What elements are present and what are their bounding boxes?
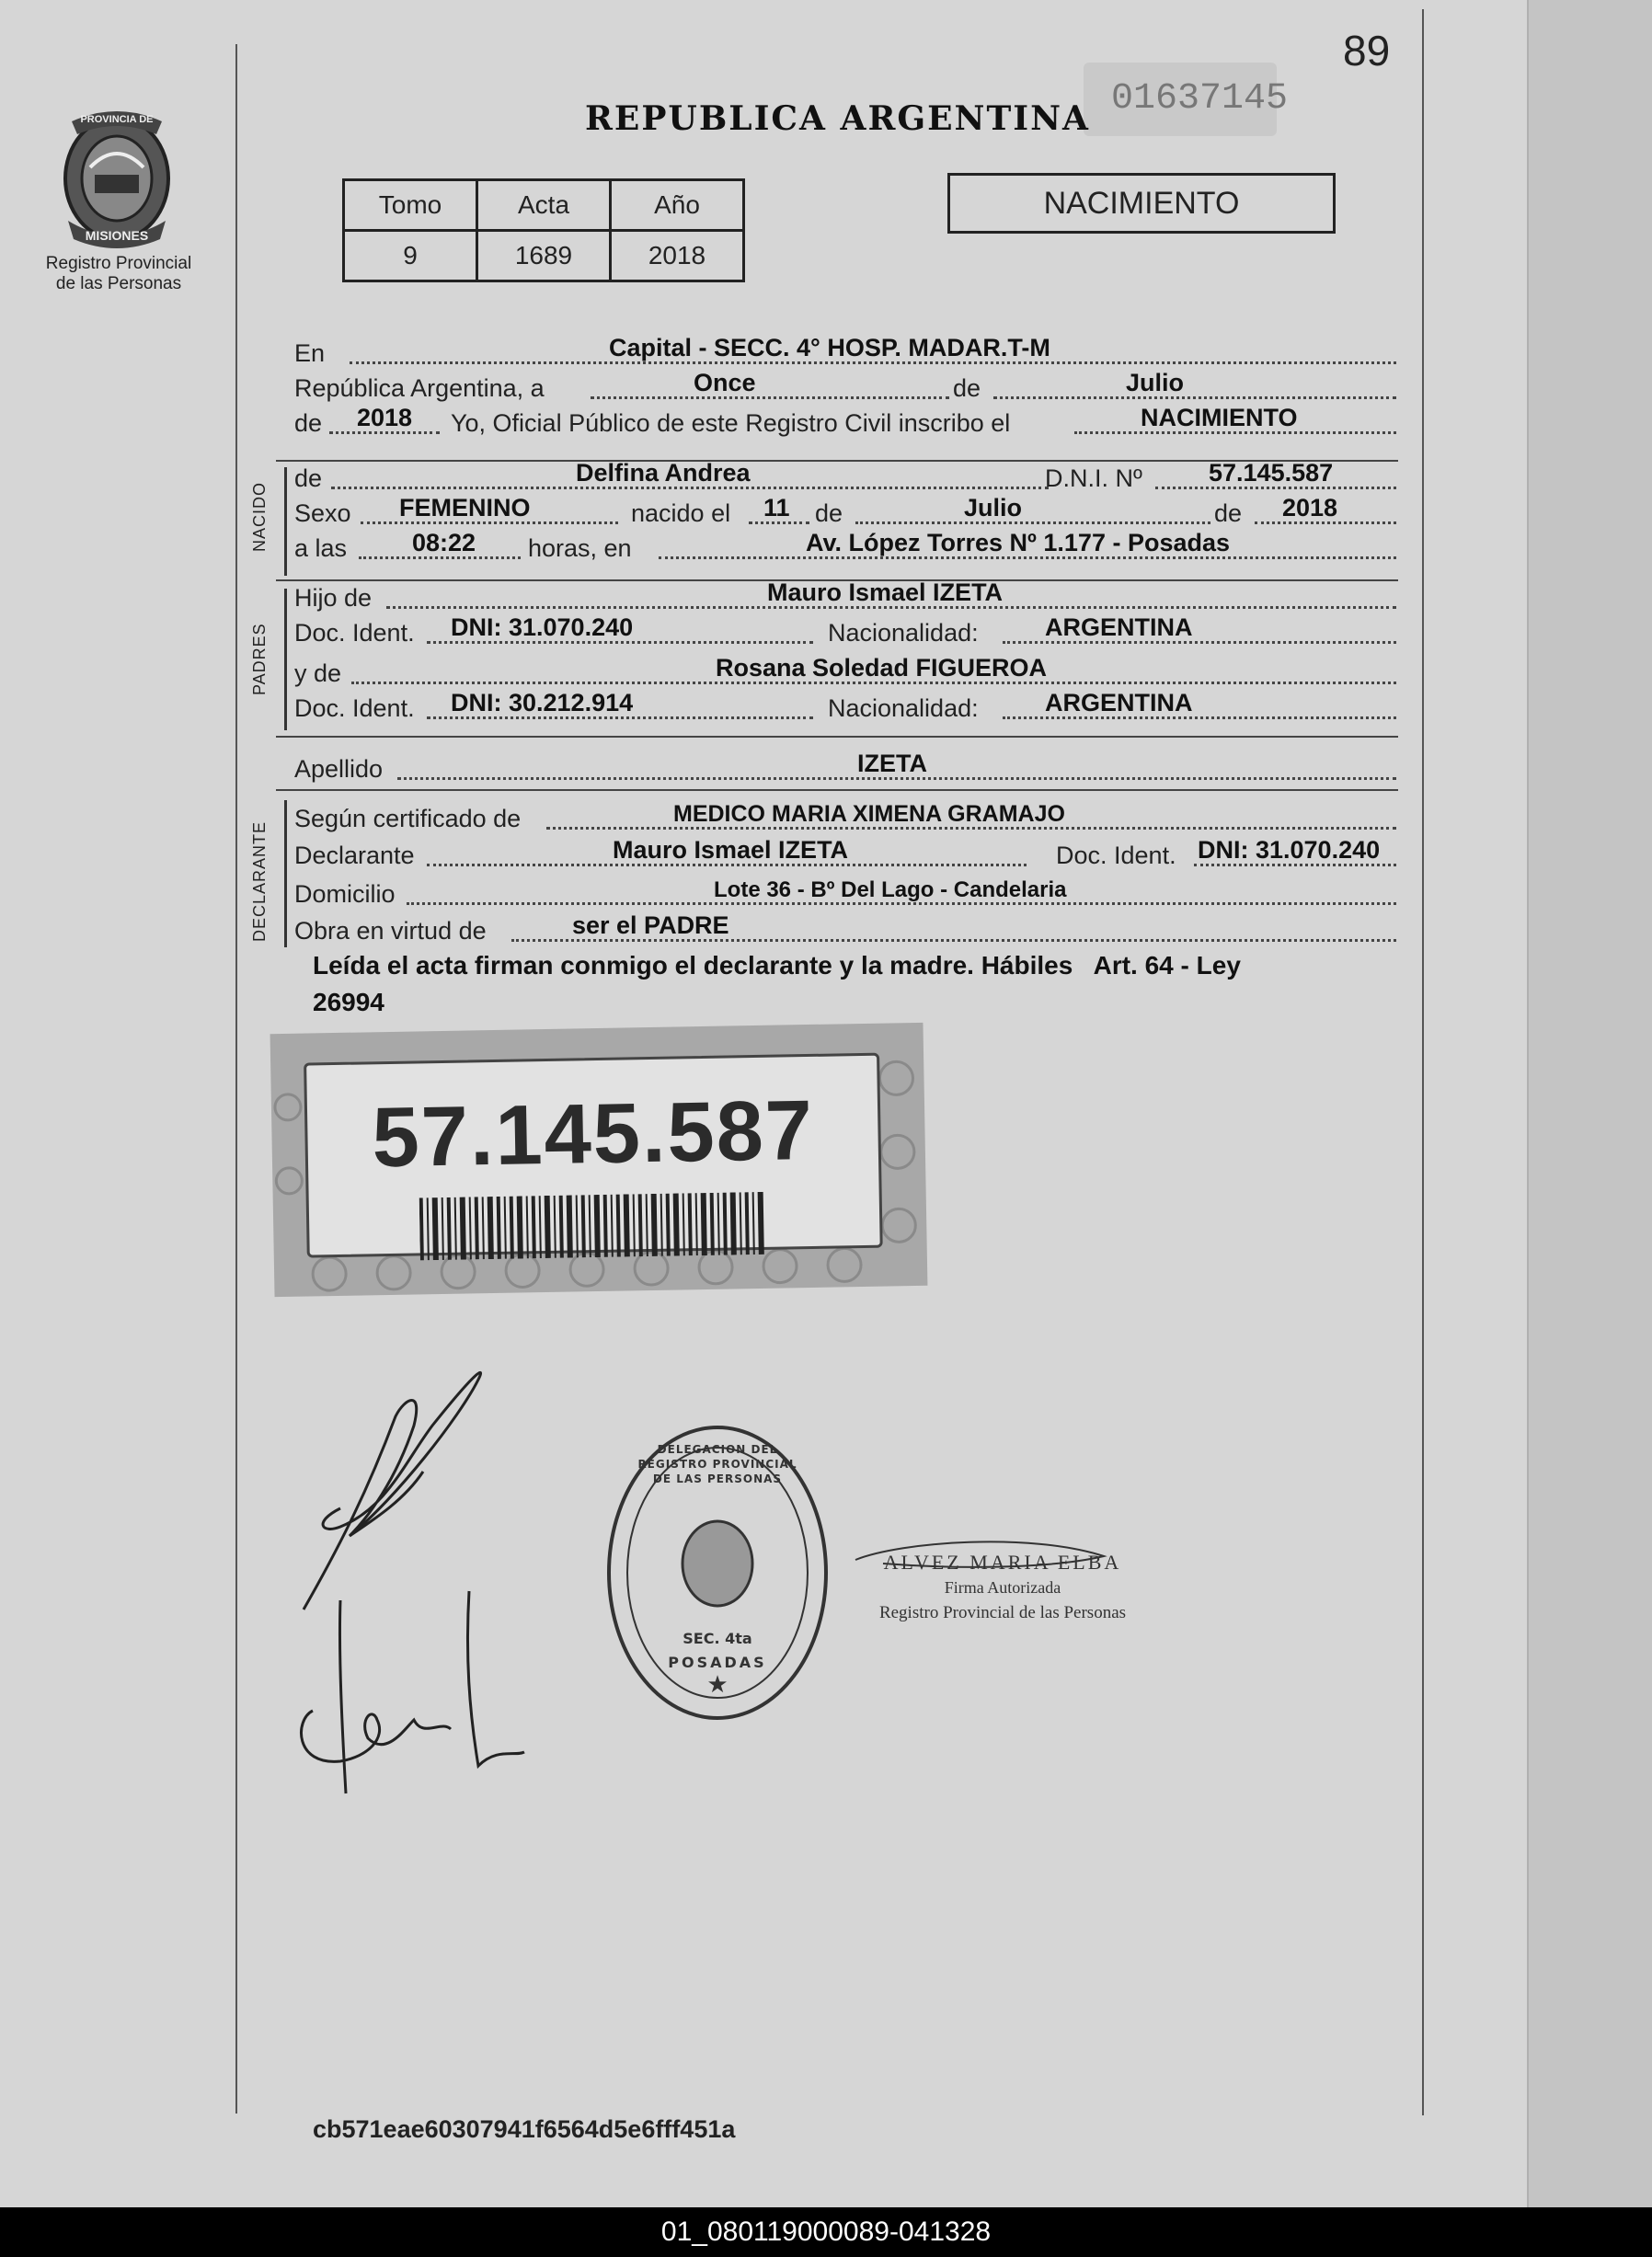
value-madre-doc: DNI: 30.212.914 xyxy=(451,689,634,716)
label-de-anio: de xyxy=(1214,499,1243,527)
official-office: Registro Provincial de las Personas xyxy=(878,1603,1127,1622)
value-declarante: Mauro Ismael IZETA xyxy=(613,836,849,864)
value-padre-doc: DNI: 31.070.240 xyxy=(451,613,634,641)
footer-id-bar: 01_080119000089-041328 xyxy=(0,2207,1652,2257)
line-sexo xyxy=(294,495,1398,528)
value-lugar: Av. López Torres Nº 1.177 - Posadas xyxy=(806,529,1231,556)
line-apellido xyxy=(294,750,1398,784)
value-month: Julio xyxy=(1126,369,1185,396)
value-anio: 2018 xyxy=(1282,494,1338,521)
value-nombre: Delfina Andrea xyxy=(576,459,751,487)
value-mes: Julio xyxy=(964,494,1023,521)
value-anio: 2018 xyxy=(611,231,744,281)
right-margin-line xyxy=(1422,9,1424,2115)
line-domicilio xyxy=(294,876,1398,909)
legal-text-line1: Leída el acta firman conmigo el declarante y la madre. Hábiles Art. 64 - Ley xyxy=(313,951,1241,980)
value-inscribo: NACIMIENTO xyxy=(1141,404,1298,431)
line-hijo-de xyxy=(294,579,1398,613)
document-hash: cb571eae60307941f6564d5e6fff451a xyxy=(313,2115,736,2143)
value-madre: Rosana Soledad FIGUEROA xyxy=(716,654,1048,682)
line-y-de xyxy=(294,655,1398,688)
official-name: ALVEZ MARIA ELBA xyxy=(883,1551,1122,1574)
official-signature-block xyxy=(837,1551,1168,1623)
dots xyxy=(591,396,949,399)
seal-lettering xyxy=(607,1435,828,1711)
label-doc-ident-declarante: Doc. Ident. xyxy=(1056,842,1176,869)
label-doc-ident-padre: Doc. Ident. xyxy=(294,619,415,647)
label-nacionalidad-padre: Nacionalidad: xyxy=(828,619,979,647)
dni-sticker-panel xyxy=(304,1053,883,1258)
legal-text-line2: 26994 xyxy=(313,988,384,1016)
line-declarante xyxy=(294,837,1398,870)
header-acta: Acta xyxy=(477,180,611,231)
line-padre-doc xyxy=(294,614,1398,647)
nacido-bracket xyxy=(284,467,287,576)
label-y-de: y de xyxy=(294,659,342,687)
left-margin-line xyxy=(235,44,237,2114)
logo-lettering-bottom: MISIONES xyxy=(85,228,149,243)
logo-lettering-top: PROVINCIA DE xyxy=(80,114,154,125)
label-certificado: Según certificado de xyxy=(294,805,522,832)
barcode-icon xyxy=(419,1192,766,1261)
line-inscribo xyxy=(294,405,1398,438)
label-horas-en: horas, en xyxy=(528,534,632,562)
line-madre-doc xyxy=(294,690,1398,723)
value-en: Capital - SECC. 4° HOSP. MADAR.T-M xyxy=(609,334,1050,361)
seal-lettering-city: POSADAS xyxy=(668,1654,767,1671)
dots xyxy=(855,521,1210,524)
value-dia: 11 xyxy=(763,494,790,521)
header-tomo: Tomo xyxy=(344,180,477,231)
value-hora: 08:22 xyxy=(412,529,476,556)
label-republica: República Argentina, a xyxy=(294,374,545,402)
dots xyxy=(993,396,1396,399)
line-republica xyxy=(294,370,1398,403)
document-type-box: NACIMIENTO xyxy=(947,173,1336,234)
value-tomo: 9 xyxy=(344,231,477,281)
official-title: Firma Autorizada xyxy=(944,1578,1061,1597)
section-divider xyxy=(276,736,1398,738)
value-domicilio: Lote 36 - Bº Del Lago - Candelaria xyxy=(714,877,1067,902)
legal-text xyxy=(313,947,1380,1021)
value-apellido: IZETA xyxy=(857,750,927,777)
label-de-nombre: de xyxy=(294,464,323,492)
label-de-mes: de xyxy=(815,499,843,527)
svg-text:★: ★ xyxy=(706,1671,728,1699)
value-madre-nac: ARGENTINA xyxy=(1045,689,1193,716)
label-nacido-el: nacido el xyxy=(631,499,731,527)
value-declarante-doc: DNI: 31.070.240 xyxy=(1198,836,1381,864)
value-sexo: FEMENINO xyxy=(399,494,531,521)
label-doc-ident-madre: Doc. Ident. xyxy=(294,694,415,722)
value-certificado: MEDICO MARIA XIMENA GRAMAJO xyxy=(673,801,1065,827)
signature-madre-icon xyxy=(285,1582,543,1803)
label-inscribo: Yo, Oficial Público de este Registro Civil inscribo el xyxy=(451,409,1011,437)
dni-sticker xyxy=(270,1023,928,1297)
line-nombre xyxy=(294,460,1398,493)
value-padre-nac: ARGENTINA xyxy=(1045,613,1193,641)
line-obra xyxy=(294,912,1398,945)
value-padre: Mauro Ismael IZETA xyxy=(767,579,1004,606)
line-hora xyxy=(294,530,1398,563)
serial-number: 01637145 xyxy=(1084,63,1277,136)
padres-bracket xyxy=(284,589,287,730)
dni-sticker-number: 57.145.587 xyxy=(371,1083,815,1186)
line-certificado xyxy=(294,800,1398,833)
value-dni: 57.145.587 xyxy=(1209,459,1334,487)
document-title: REPUBLICA ARGENTINA xyxy=(585,99,1090,138)
header-anio: Año xyxy=(611,180,744,231)
label-domicilio: Domicilio xyxy=(294,880,396,908)
label-de-year: de xyxy=(294,409,323,437)
section-divider xyxy=(276,789,1398,791)
registry-table xyxy=(342,178,745,282)
label-dni: D.N.I. Nº xyxy=(1045,464,1142,492)
section-label-padres: PADRES xyxy=(250,623,269,695)
value-acta: 1689 xyxy=(477,231,611,281)
logo-caption xyxy=(31,254,206,294)
label-en: En xyxy=(294,339,326,367)
value-obra: ser el PADRE xyxy=(572,911,729,939)
label-hijo-de: Hijo de xyxy=(294,584,373,612)
line-en xyxy=(294,335,1398,368)
declarante-bracket xyxy=(284,800,287,947)
label-nacionalidad-madre: Nacionalidad: xyxy=(828,694,979,722)
section-label-nacido: NACIDO xyxy=(250,481,269,552)
page-edge xyxy=(1527,0,1652,2207)
seal-lettering-main: DELEGACION DEL REGISTRO PROVINCIAL DE LAS PERSONAS xyxy=(637,1443,797,1485)
registry-table-header-row xyxy=(344,180,744,231)
logo-caption-line1: Registro Provincial xyxy=(45,254,192,273)
label-a-las: a las xyxy=(294,534,348,562)
label-declarante: Declarante xyxy=(294,842,415,869)
section-label-declarante: DECLARANTE xyxy=(250,820,269,942)
page-number: 89 xyxy=(1343,27,1391,74)
logo-caption-line2: de las Personas xyxy=(55,274,182,293)
value-day: Once xyxy=(694,369,756,396)
seal-lettering-section: SEC. 4ta xyxy=(683,1630,752,1647)
label-apellido: Apellido xyxy=(294,755,384,783)
label-obra: Obra en virtud de xyxy=(294,917,487,945)
value-year: 2018 xyxy=(357,404,413,431)
label-de: de xyxy=(953,374,981,402)
label-sexo: Sexo xyxy=(294,499,351,527)
registry-table-value-row xyxy=(344,231,744,281)
logo-lettering xyxy=(53,103,180,250)
